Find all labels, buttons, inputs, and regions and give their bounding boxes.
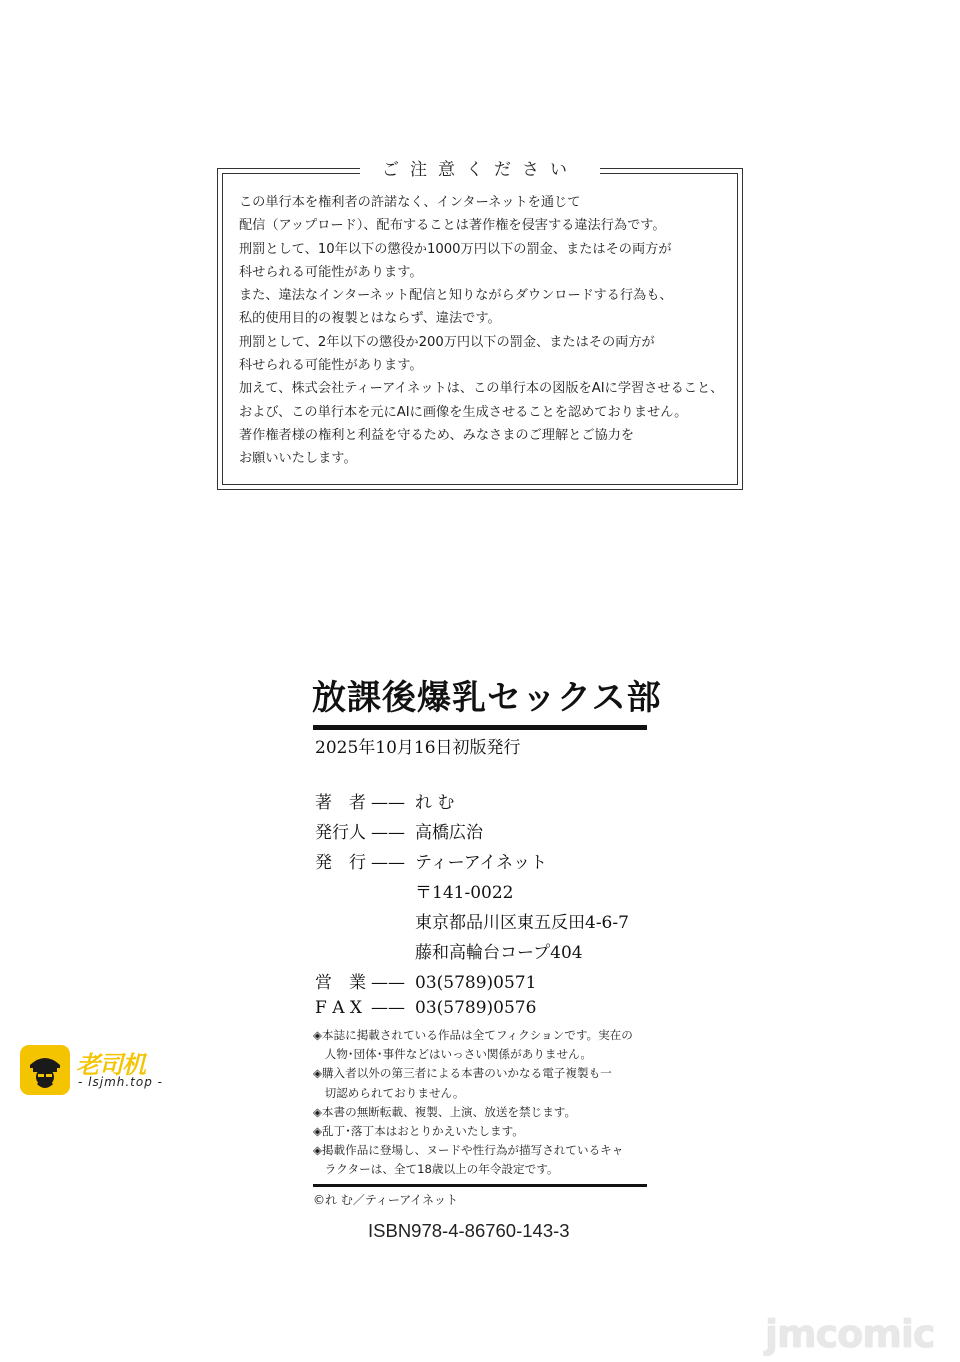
info-label: 発行人 xyxy=(315,823,366,843)
info-value: 東京都品川区東五反田4-6-7 xyxy=(415,913,629,933)
info-row-address xyxy=(315,908,629,933)
bottom-divider xyxy=(313,1184,647,1187)
notice-line: 加えて、株式会社ティーアイネットは、この単行本の図版をAIに学習させること、 xyxy=(239,381,724,397)
notice-line: 科せられる可能性があります。 xyxy=(239,358,423,374)
notice-line: 科せられる可能性があります。 xyxy=(239,264,423,280)
info-label: 発 行 xyxy=(315,853,366,873)
info-dash: —— xyxy=(371,823,405,843)
info-row-author xyxy=(315,788,454,813)
notice-line: お願いいたします。 xyxy=(239,451,357,467)
info-label: F A X xyxy=(315,998,362,1018)
info-label: 著 者 xyxy=(315,793,366,813)
publication-date: 2025年10月16日初版発行 xyxy=(315,738,521,758)
notice-line: この単行本を権利者の許諾なく、インターネットを通じて xyxy=(239,195,581,210)
notice-line: 著作権者様の権利と利益を守るため、みなさまのご理解とご協力を xyxy=(239,427,635,443)
driver-cap-icon xyxy=(20,1045,70,1095)
notice-line: 刑罰として、2年以下の懲役か200万円以下の罰金、またはその両方が xyxy=(239,334,655,350)
note-line: 切認められておりません。 xyxy=(313,1085,465,1100)
info-row-building xyxy=(315,938,583,963)
notice-line: 刑罰として、10年以下の懲役か1000万円以下の罰金、またはその両方が xyxy=(239,241,672,257)
watermark-url: - lsjmh.top - xyxy=(78,1075,163,1089)
info-value: 藤和高輪台コープ404 xyxy=(415,943,583,963)
note-line: ◈掲載作品に登場し、ヌードや性行為が描写されているキャ xyxy=(313,1143,624,1158)
info-row-postal xyxy=(315,878,513,903)
notice-line: 私的使用目的の複製とはならず、違法です。 xyxy=(239,311,501,327)
note-line: ◈乱丁･落丁本はおとりかえいたします。 xyxy=(313,1124,524,1139)
info-value: ティーアイネット xyxy=(415,853,548,873)
notice-line: また、違法なインターネット配信と知りながらダウンロードする行為も、 xyxy=(239,288,673,304)
isbn: ISBN978-4-86760-143-3 xyxy=(368,1220,570,1241)
watermark-brand: 老司机 xyxy=(76,1051,145,1079)
info-value: 03(5789)0571 xyxy=(415,973,537,993)
note-line: 人物･団体･事件などはいっさい関係がありません。 xyxy=(313,1047,592,1062)
notice-line: および、この単行本を元にAIに画像を生成させることを認めておりません。 xyxy=(239,404,688,420)
notice-text xyxy=(239,191,728,471)
info-value: 〒141-0022 xyxy=(415,883,514,903)
book-title: 放課後爆乳セックス部 xyxy=(312,678,662,718)
site-watermark-right: jmcomic xyxy=(765,1312,935,1356)
note-line: ◈購入者以外の第三者による本書のいかなる電子複製も一 xyxy=(313,1066,612,1081)
info-dash: —— xyxy=(371,998,405,1018)
copyright-notice-box xyxy=(217,160,743,490)
info-dash: —— xyxy=(371,793,405,813)
note-line: ◈本書の無断転載、複製、上演、放送を禁じます。 xyxy=(313,1104,577,1119)
info-value: 高橋広治 xyxy=(415,823,483,843)
info-dash: —— xyxy=(371,973,405,993)
notice-line: 配信（アップロード）、配布することは著作権を侵害する違法行為です。 xyxy=(239,218,666,234)
note-line: ◈本誌に掲載されている作品は全てフィクションです。実在の xyxy=(313,1028,633,1042)
legal-notes xyxy=(313,1026,653,1180)
info-row-issuer xyxy=(315,848,547,873)
info-row-publisher xyxy=(315,818,483,843)
info-value: れ む xyxy=(415,793,455,813)
copyright-line: ©れ む／ティーアイネット xyxy=(313,1193,459,1207)
info-row-fax xyxy=(315,998,536,1018)
notice-title xyxy=(218,155,742,180)
info-value: 03(5789)0576 xyxy=(415,998,537,1018)
note-line: ラクターは、全て18歳以上の年令設定です。 xyxy=(313,1162,559,1177)
info-dash: —— xyxy=(371,853,405,873)
info-row-sales xyxy=(315,968,536,993)
info-label: 営 業 xyxy=(315,973,366,993)
notice-title-text: ご注意ください xyxy=(360,160,600,180)
title-divider xyxy=(313,725,647,730)
